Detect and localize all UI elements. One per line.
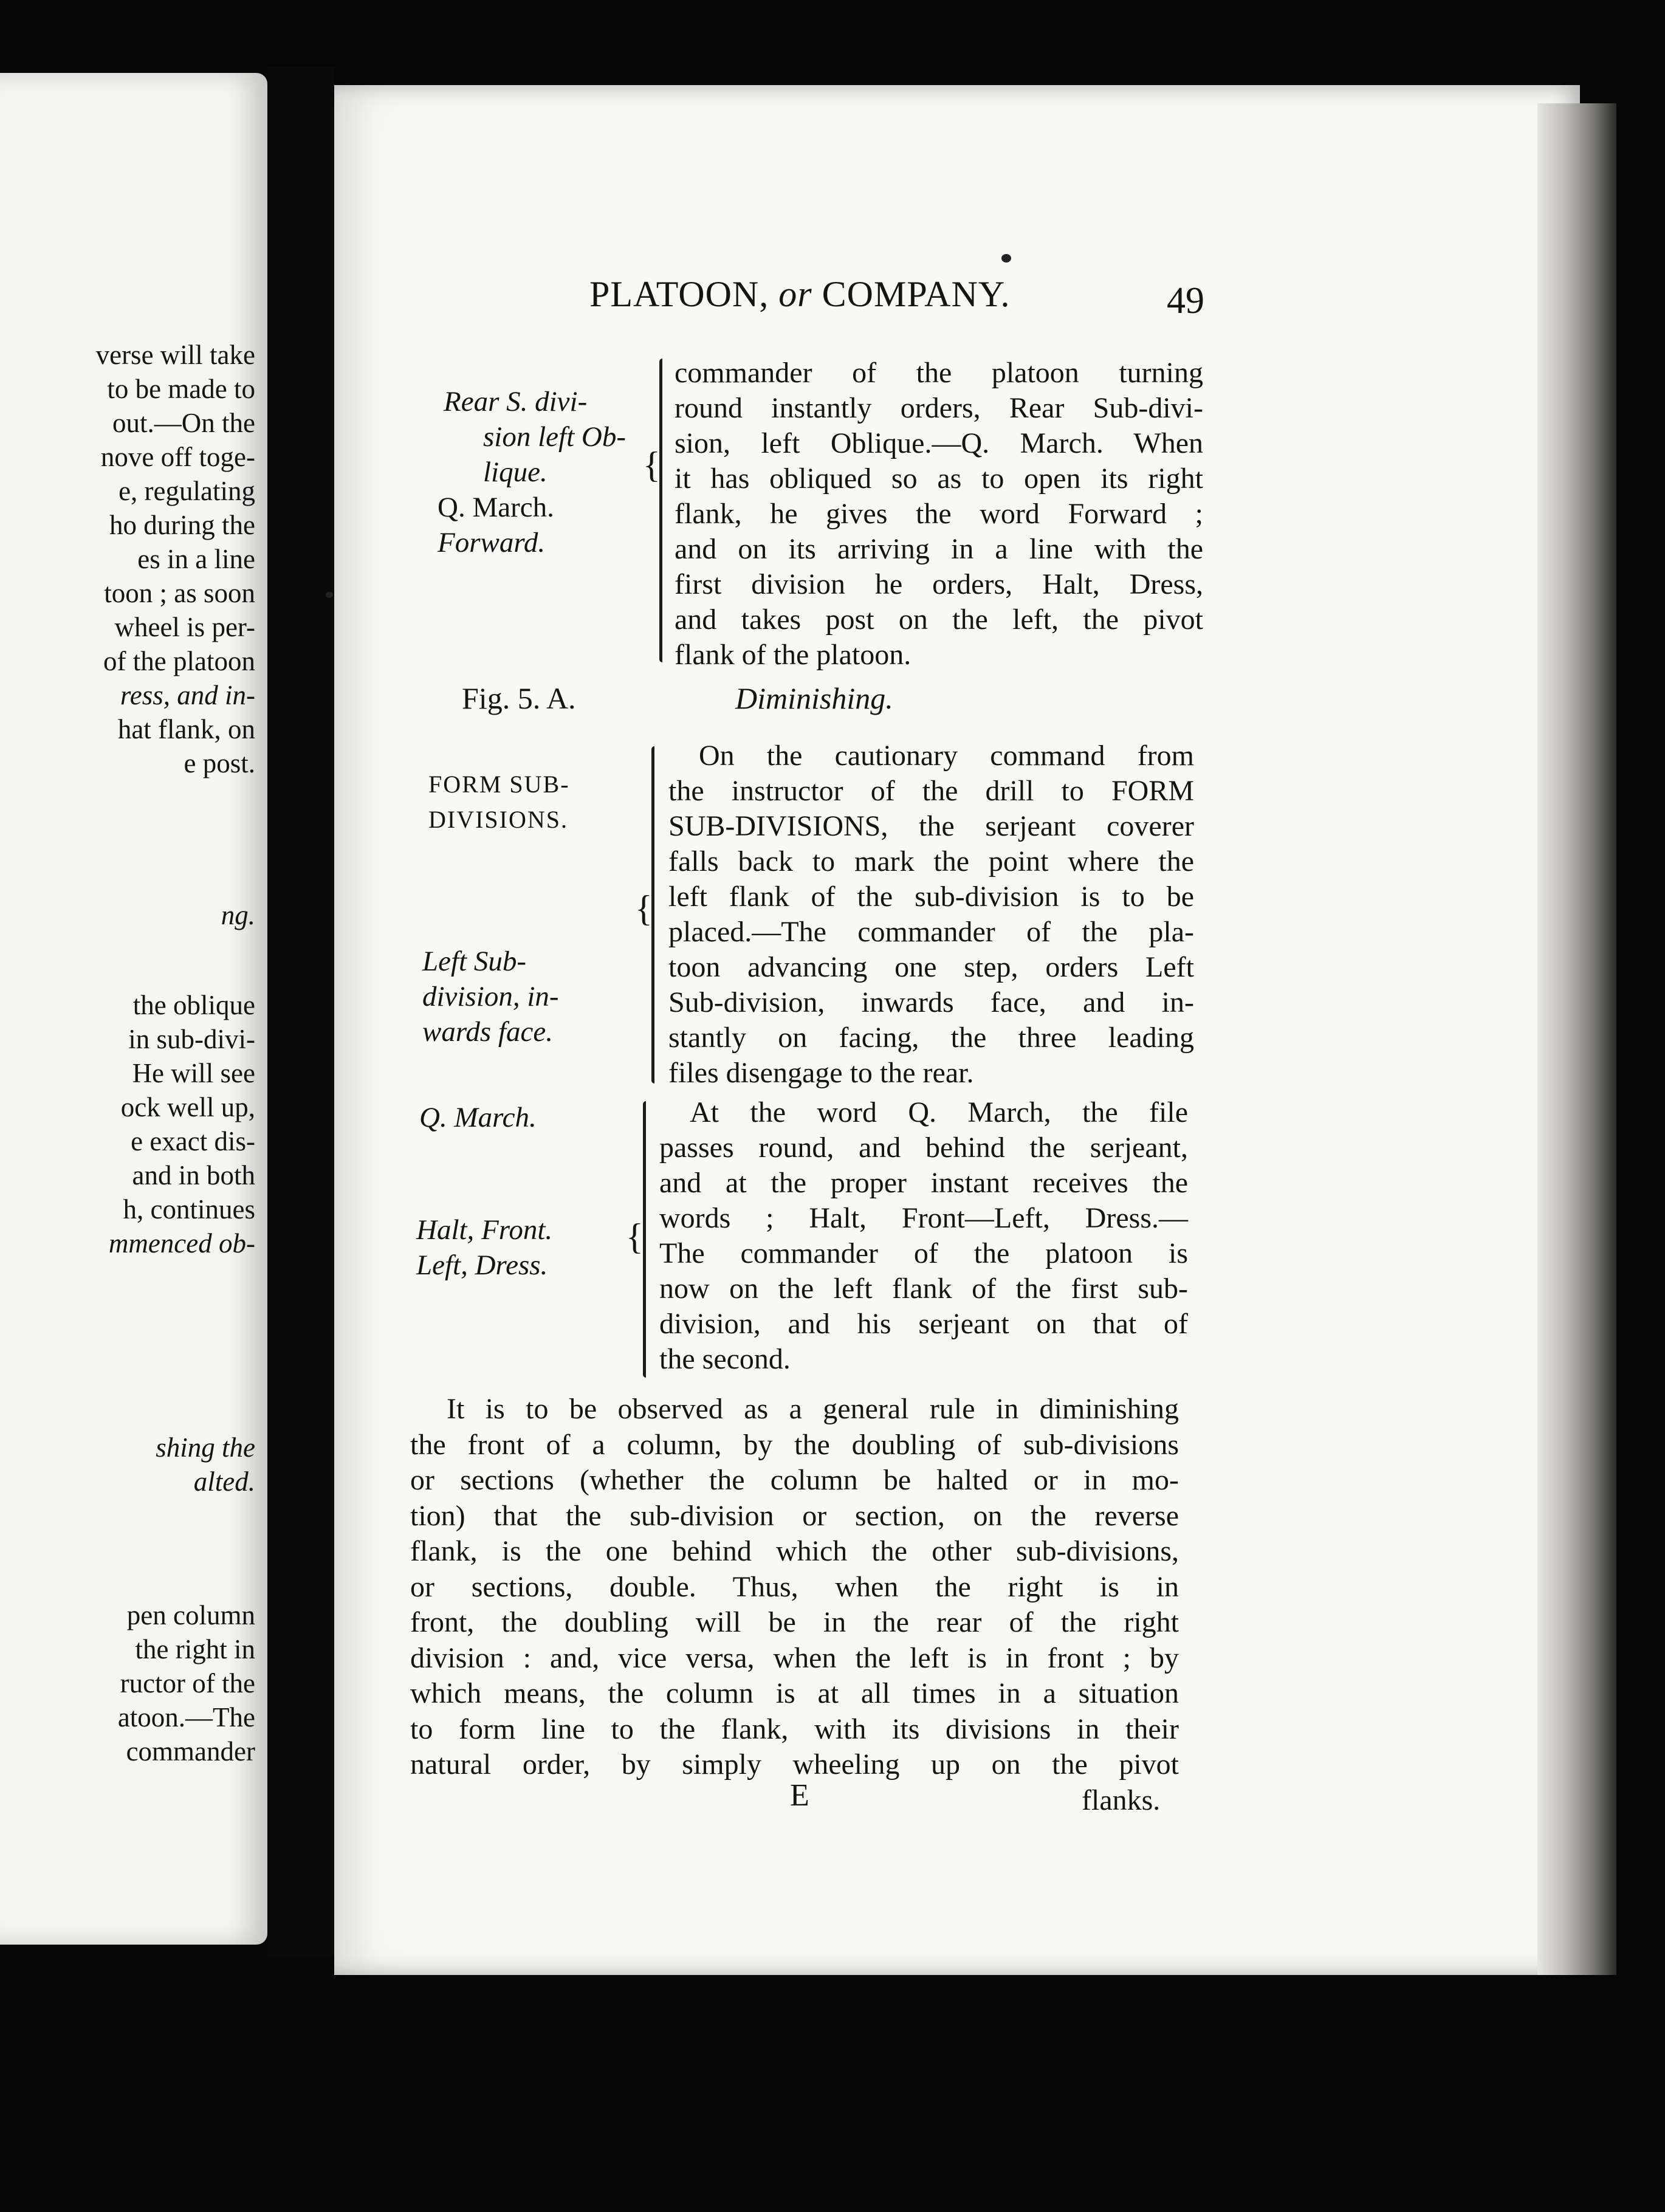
margin-line: Q. March. bbox=[419, 1102, 537, 1133]
text-line: Sub-division, inwards face, and in- bbox=[668, 986, 1194, 1018]
margin-line: sion left Ob- bbox=[483, 421, 626, 453]
margin-line: Q. March. bbox=[438, 492, 554, 523]
left-page-line: ng. bbox=[221, 900, 255, 930]
text-line: The commander of the platoon is bbox=[659, 1237, 1188, 1269]
running-head-or: or bbox=[778, 274, 812, 314]
brace-tip: { bbox=[643, 445, 661, 485]
text-line: sion, left Oblique.—Q. March. When bbox=[675, 427, 1203, 459]
text-line: first division he orders, Halt, Dress, bbox=[675, 568, 1203, 600]
text-line: left flank of the sub-division is to be bbox=[668, 881, 1194, 913]
margin-note-q-march bbox=[419, 1100, 537, 1135]
brace-tip: { bbox=[635, 888, 653, 929]
margin-note-left-subdivision bbox=[422, 944, 559, 1049]
left-page-line: wheel is per- bbox=[114, 612, 255, 642]
text-line: and on its arriving in a line with the bbox=[675, 533, 1203, 565]
margin-line: DIVISIONS. bbox=[428, 806, 568, 833]
text-line: flank, he gives the word Forward ; bbox=[675, 498, 1203, 530]
ink-spot bbox=[1001, 254, 1011, 263]
text-line: and at the proper instant receives the bbox=[659, 1167, 1188, 1199]
running-head-part1: PLATOON, bbox=[589, 274, 779, 314]
figure-title: Diminishing. bbox=[735, 681, 893, 715]
text-line: the front of a column, by the doubling of sub-divisions bbox=[410, 1428, 1179, 1461]
text-line: files disengage to the rear. bbox=[668, 1057, 974, 1089]
section2-text bbox=[668, 738, 1194, 1091]
text-line: or sections, double. Thus, when the right is in bbox=[410, 1570, 1179, 1603]
margin-line: Halt, Front. bbox=[416, 1214, 553, 1246]
left-page-line: shing the bbox=[156, 1432, 255, 1463]
brace bbox=[659, 359, 662, 662]
left-page-line: He will see bbox=[132, 1058, 255, 1088]
left-page-line: e, regulating bbox=[118, 476, 255, 506]
left-page-line: ock well up, bbox=[120, 1092, 255, 1122]
text-line: passes round, and behind the serjeant, bbox=[659, 1132, 1188, 1164]
running-head-part2: COMPANY. bbox=[812, 274, 1011, 314]
section3-text bbox=[659, 1095, 1188, 1377]
left-page-line: hat flank, on bbox=[117, 714, 255, 744]
signature-mark: E bbox=[790, 1778, 809, 1813]
left-page-line: ructor of the bbox=[120, 1668, 255, 1698]
left-page-line: to be made to bbox=[107, 374, 255, 404]
text-line: falls back to mark the point where the bbox=[668, 845, 1194, 878]
left-page-line: the oblique bbox=[132, 990, 255, 1020]
left-page-line: the right in bbox=[135, 1634, 255, 1664]
text-line: tion) that the sub-division or section, on the reverse bbox=[410, 1499, 1179, 1532]
margin-line: Rear S. divi- bbox=[444, 386, 588, 417]
text-line: placed.—The commander of the pla- bbox=[668, 916, 1194, 948]
left-page-line: and in both bbox=[132, 1160, 255, 1190]
text-line: division, and his serjeant on that of bbox=[659, 1308, 1188, 1340]
book-gutter bbox=[267, 67, 334, 1957]
text-line: which means, the column is at all times in a situation bbox=[410, 1677, 1179, 1709]
margin-note-rear-subdivision bbox=[438, 384, 626, 560]
left-page-line: pen column bbox=[126, 1600, 255, 1630]
text-line: natural order, by simply wheeling up on the pivot bbox=[410, 1748, 1179, 1781]
left-page-line: e post. bbox=[184, 748, 255, 778]
text-line: SUB-DIVISIONS, the serjeant coverer bbox=[668, 810, 1194, 842]
page-number: 49 bbox=[1167, 280, 1204, 321]
margin-note-form-subdivisions bbox=[428, 767, 570, 837]
text-line: and takes post on the left, the pivot bbox=[675, 603, 1203, 636]
text-line: On the cautionary command from bbox=[699, 740, 1194, 772]
page-fore-edge bbox=[1537, 103, 1616, 1975]
left-page-line: es in a line bbox=[137, 544, 255, 574]
text-line: to form line to the flank, with its divisions in their bbox=[410, 1712, 1179, 1745]
left-page-line: e exact dis- bbox=[131, 1126, 255, 1156]
left-page-line: out.—On the bbox=[112, 408, 255, 438]
margin-line: FORM SUB- bbox=[428, 771, 570, 798]
text-line: stantly on facing, the three leading bbox=[668, 1022, 1194, 1054]
brace-tip: { bbox=[626, 1217, 644, 1257]
text-line: words ; Halt, Front—Left, Dress.— bbox=[659, 1202, 1188, 1234]
margin-line: wards face. bbox=[422, 1016, 553, 1048]
left-page-line: h, continues bbox=[123, 1194, 255, 1224]
rule-paragraph bbox=[410, 1392, 1179, 1783]
margin-line: division, in- bbox=[422, 981, 559, 1012]
text-line: flank of the platoon. bbox=[675, 639, 911, 671]
text-line: toon advancing one step, orders Left bbox=[668, 951, 1194, 983]
ink-spot bbox=[326, 592, 333, 598]
left-page-line: ho during the bbox=[109, 510, 255, 540]
text-line: At the word Q. March, the file bbox=[690, 1096, 1188, 1128]
text-line: the second. bbox=[659, 1343, 791, 1375]
section1-text bbox=[675, 355, 1203, 673]
left-page-line: mmenced ob- bbox=[108, 1228, 255, 1259]
left-page-line: nove off toge- bbox=[100, 442, 255, 472]
left-page-line: commander bbox=[126, 1736, 255, 1767]
left-facing-page bbox=[0, 73, 267, 1945]
left-page-line: alted. bbox=[193, 1466, 255, 1497]
margin-note-halt-front bbox=[416, 1212, 552, 1283]
running-head bbox=[589, 273, 1010, 315]
catchword: flanks. bbox=[1082, 1784, 1161, 1816]
margin-line: lique. bbox=[483, 456, 548, 488]
text-line: flank, is the one behind which the other sub-divisions, bbox=[410, 1535, 1179, 1567]
text-line: round instantly orders, Rear Sub-divi- bbox=[675, 392, 1203, 424]
text-line: It is to be observed as a general rule in diminishing bbox=[447, 1393, 1179, 1425]
text-line: the instructor of the drill to FORM bbox=[668, 775, 1194, 807]
left-page-line: atoon.—The bbox=[117, 1702, 255, 1733]
text-line: division : and, vice versa, when the left is in front ; by bbox=[410, 1641, 1179, 1674]
left-page-line: toon ; as soon bbox=[104, 578, 255, 608]
margin-line: Forward. bbox=[438, 527, 546, 558]
left-page-line: of the platoon bbox=[103, 646, 255, 676]
figure-label: Fig. 5. A. bbox=[462, 681, 576, 715]
text-line: commander of the platoon turning bbox=[675, 357, 1203, 389]
left-page-line: verse will take bbox=[95, 340, 255, 370]
text-line: front, the doubling will be in the rear of the right bbox=[410, 1606, 1179, 1638]
margin-line: Left, Dress. bbox=[416, 1249, 548, 1281]
margin-line: Left Sub- bbox=[422, 946, 527, 977]
text-line: now on the left flank of the first sub- bbox=[659, 1273, 1188, 1305]
text-line: or sections (whether the column be halted or in mo- bbox=[410, 1464, 1179, 1496]
text-line: it has obliqued so as to open its right bbox=[675, 462, 1203, 495]
left-page-line: in sub-divi- bbox=[128, 1024, 255, 1054]
left-page-line: ress, and in- bbox=[120, 680, 255, 710]
